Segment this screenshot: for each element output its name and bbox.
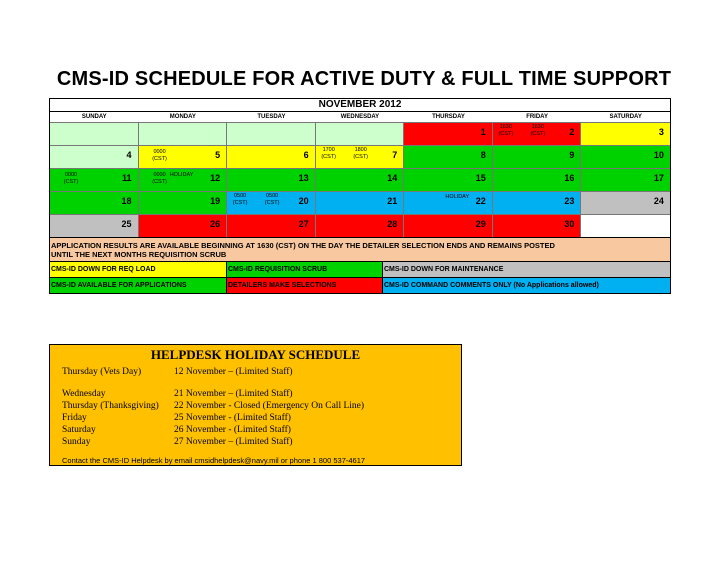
day-number: 29 (475, 219, 486, 229)
day-number: 8 (480, 150, 486, 160)
day-number: 12 (210, 173, 221, 183)
day-number: 15 (475, 173, 486, 183)
day-number: 9 (569, 150, 575, 160)
empty-day-cell (50, 123, 139, 145)
day-number: 4 (126, 150, 132, 160)
empty-day-cell (139, 123, 228, 145)
day-cell-9 (493, 146, 582, 168)
day-cell-7 (316, 146, 405, 168)
day-note: 1630 (CST) (530, 124, 546, 137)
day-cell-19 (139, 192, 228, 214)
helpdesk-day: Thursday (Thanksgiving) (62, 401, 159, 411)
day-cell-16 (493, 169, 582, 191)
helpdesk-schedule (49, 344, 462, 466)
day-number: 2 (569, 127, 575, 137)
day-number: 21 (387, 196, 398, 206)
day-cell-15 (404, 169, 493, 191)
helpdesk-day: Sunday (62, 437, 91, 447)
day-cell-17 (581, 169, 670, 191)
day-number: 22 (475, 196, 486, 206)
day-cell-26 (139, 215, 228, 237)
helpdesk-row (62, 425, 291, 435)
empty-day-cell (227, 123, 316, 145)
helpdesk-day: Saturday (62, 425, 96, 435)
day-number: 19 (210, 196, 221, 206)
day-number: 23 (564, 196, 575, 206)
helpdesk-description: 21 November – (Limited Staff) (174, 389, 293, 399)
day-number: 18 (121, 196, 132, 206)
day-cell-28 (316, 215, 405, 237)
day-cell-25 (50, 215, 139, 237)
day-note: 0000 (CST) (152, 172, 167, 185)
day-number: 11 (122, 173, 132, 183)
legend-item: CMS-ID DOWN FOR REQ LOAD (50, 262, 227, 277)
day-number: 28 (387, 219, 398, 229)
day-cell-23 (493, 192, 582, 214)
day-cell-2 (493, 123, 582, 145)
helpdesk-row (62, 413, 291, 423)
helpdesk-description: 12 November – (Limited Staff) (174, 367, 293, 377)
day-note: 1800 (CST) (353, 147, 369, 160)
day-cell-22 (404, 192, 493, 214)
day-cell-13 (227, 169, 316, 191)
legend-item: CMS-ID COMMAND COMMENTS ONLY (No Applications allowed) (383, 278, 670, 293)
calendar-week (50, 214, 670, 237)
day-cell-3 (581, 123, 670, 145)
day-cell-21 (316, 192, 405, 214)
legend-item: CMS-ID DOWN FOR MAINTENANCE (383, 262, 670, 277)
day-cell-24 (581, 192, 670, 214)
helpdesk-description: 27 November – (Limited Staff) (174, 437, 293, 447)
helpdesk-title: HELPDESK HOLIDAY SCHEDULE (150, 347, 361, 362)
day-number: 1 (480, 127, 486, 137)
day-number: 20 (298, 196, 309, 206)
notice-line-1: APPLICATION RESULTS ARE AVAILABLE BEGINNING AT 1630 (CST) ON THE DAY THE DETAILER SELECTION ENDS AND REMAINS POSTED (51, 241, 555, 250)
helpdesk-description: 26 November - (Limited Staff) (174, 425, 291, 435)
weekday-wednesday: WEDNESDAY (340, 114, 380, 120)
day-cell-5 (139, 146, 228, 168)
day-cell-4 (50, 146, 139, 168)
day-number: 16 (564, 173, 575, 183)
weekday-saturday: SATURDAY (609, 114, 642, 120)
legend-row-2 (50, 277, 670, 293)
helpdesk-description: 22 November - Closed (Emergency On Call Line) (174, 401, 365, 411)
legend-item: DETAILERS MAKE SELECTIONS (227, 278, 383, 293)
day-number: 6 (303, 150, 309, 160)
day-number: 13 (298, 173, 309, 183)
helpdesk-contact: Contact the CMS-ID Helpdesk by email cmsidhelpdesk@navy.mil or phone 1 800 537-4617 (62, 456, 366, 465)
day-note: 0000 (CST) (152, 149, 167, 162)
day-cell-8 (404, 146, 493, 168)
calendar-week (50, 191, 670, 214)
day-number: 10 (653, 150, 664, 160)
notice-line-2: UNTIL THE NEXT MONTHS REQUISITION SCRUB (51, 250, 227, 259)
day-cell-18 (50, 192, 139, 214)
day-cell-27 (227, 215, 316, 237)
day-cell-12 (139, 169, 228, 191)
results-notice (50, 237, 670, 261)
weekday-sunday: SUNDAY (81, 114, 107, 120)
empty-day-cell (581, 215, 670, 237)
helpdesk-day: Thursday (Vets Day) (62, 367, 142, 377)
day-number: 7 (392, 150, 398, 160)
day-note: HOLIDAY (169, 172, 194, 178)
day-number: 30 (564, 219, 575, 229)
day-cell-11 (50, 169, 139, 191)
helpdesk-row (62, 367, 293, 377)
day-number: 5 (215, 150, 221, 160)
helpdesk-day: Wednesday (62, 389, 106, 399)
day-number: 26 (210, 219, 221, 229)
weekday-friday: FRIDAY (526, 114, 548, 120)
helpdesk-row (62, 401, 365, 411)
day-note: 0000 (CST) (63, 172, 79, 185)
legend-item: CMS-ID AVAILABLE FOR APPLICATIONS (50, 278, 227, 293)
empty-day-cell (316, 123, 405, 145)
day-cell-29 (404, 215, 493, 237)
day-note: HOLIDAY (445, 194, 470, 200)
calendar-week (50, 122, 670, 145)
day-cell-20 (227, 192, 316, 214)
page-title: CMS-ID SCHEDULE FOR ACTIVE DUTY & FULL TIME SUPPORT (56, 68, 672, 90)
day-number: 25 (121, 219, 132, 229)
legend-item: CMS-ID REQUISITION SCRUB (227, 262, 383, 277)
helpdesk-row (62, 437, 293, 447)
calendar-week (50, 145, 670, 168)
weekday-header (50, 112, 670, 122)
day-cell-14 (316, 169, 405, 191)
day-number: 14 (387, 173, 398, 183)
month-header: NOVEMBER 2012 (50, 99, 670, 112)
calendar-weeks (50, 122, 670, 237)
day-note: 1630 (CST) (498, 124, 514, 137)
calendar-week (50, 168, 670, 191)
weekday-monday: MONDAY (169, 114, 196, 120)
day-number: 17 (653, 173, 664, 183)
day-cell-1 (404, 123, 493, 145)
day-cell-10 (581, 146, 670, 168)
day-cell-6 (227, 146, 316, 168)
helpdesk-row (62, 389, 293, 399)
helpdesk-day: Friday (62, 413, 87, 423)
legend-row-1 (50, 261, 670, 277)
weekday-tuesday: TUESDAY (257, 114, 286, 120)
weekday-thursday: THURSDAY (432, 114, 465, 120)
day-note: 0500 (CST) (264, 193, 280, 206)
day-number: 27 (298, 219, 309, 229)
day-cell-30 (493, 215, 582, 237)
day-note: 1700 (CST) (321, 147, 337, 160)
schedule-calendar (49, 98, 671, 294)
day-number: 3 (658, 127, 664, 137)
day-number: 24 (653, 196, 664, 206)
day-note: 0500 (CST) (232, 193, 248, 206)
helpdesk-description: 25 November - (Limited Staff) (174, 413, 291, 423)
